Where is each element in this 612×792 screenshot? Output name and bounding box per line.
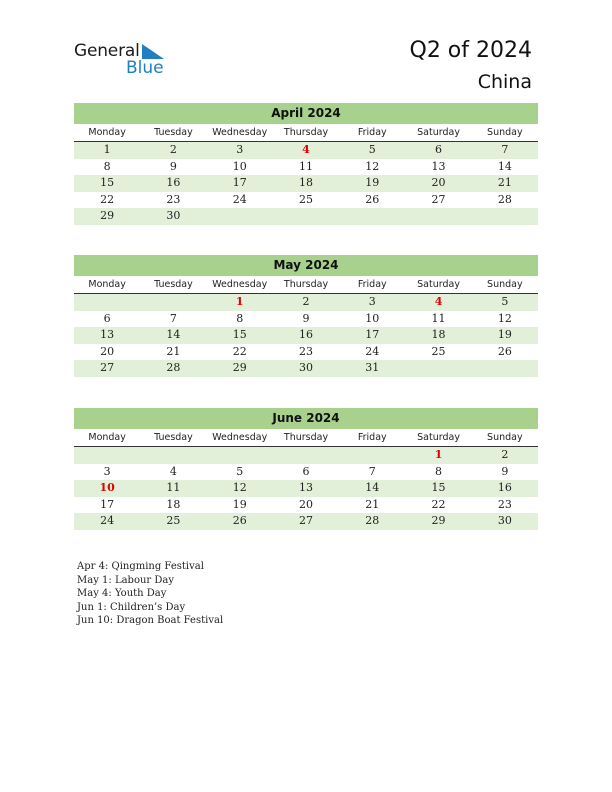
date-cell: 25 (166, 514, 181, 527)
date-cell: 18 (431, 328, 446, 341)
date-cell: 6 (103, 311, 111, 325)
month-title: April 2024 (74, 103, 538, 124)
holiday-note: Jun 1: Children’s Day (77, 601, 186, 613)
weekday-label: Monday (88, 432, 126, 443)
month-title: June 2024 (74, 408, 538, 429)
date-cell: 17 (232, 176, 247, 189)
holiday-date-cell: 1 (235, 295, 244, 308)
week-row (74, 175, 538, 192)
date-cell: 11 (298, 159, 313, 173)
date-cell: 15 (100, 176, 115, 189)
holiday-note: May 1: Labour Day (77, 574, 174, 586)
date-cell: 3 (236, 143, 244, 156)
weekday-header-row (74, 429, 538, 447)
date-cell: 22 (232, 344, 247, 358)
weekday-label: Saturday (417, 432, 460, 443)
logo-blue-text: Blue (126, 58, 164, 78)
holiday-note: Jun 10: Dragon Boat Festival (77, 615, 224, 626)
date-cell: 25 (298, 192, 313, 206)
weekday-label: Sunday (487, 432, 523, 443)
date-cell: 8 (435, 464, 443, 478)
week-row (74, 464, 538, 481)
date-cell: 2 (302, 295, 310, 308)
weekday-label: Wednesday (212, 127, 268, 138)
country-name: China (477, 71, 532, 93)
date-cell: 16 (497, 481, 512, 494)
date-cell (339, 208, 405, 225)
date-cell: 21 (497, 176, 512, 189)
date-cell: 6 (302, 464, 310, 478)
week-row (74, 447, 538, 464)
logo-general-text: General (74, 41, 140, 61)
weekday-label: Tuesday (154, 279, 193, 290)
date-cell: 24 (100, 514, 115, 527)
week-row (74, 497, 538, 514)
week-row (74, 480, 538, 497)
date-cell: 9 (501, 464, 509, 478)
date-cell: 29 (431, 514, 446, 527)
date-cell: 23 (497, 497, 512, 511)
date-cell: 9 (302, 311, 310, 325)
holiday-date-cell: 4 (434, 295, 443, 308)
date-cell: 3 (368, 295, 376, 308)
weekday-label: Saturday (417, 279, 460, 290)
date-cell: 11 (166, 481, 181, 494)
date-cell: 25 (431, 344, 446, 358)
date-cell: 28 (166, 361, 181, 374)
date-cell: 4 (169, 464, 177, 478)
date-cell (405, 360, 471, 377)
date-cell: 14 (166, 328, 181, 341)
date-cell: 13 (298, 481, 313, 494)
date-cell: 30 (298, 361, 313, 374)
logo-triangle-icon (142, 44, 164, 59)
date-cell (273, 447, 339, 464)
date-cell: 24 (365, 344, 380, 358)
generalblue-logo (74, 41, 194, 81)
date-cell: 27 (431, 192, 446, 206)
date-cell: 17 (100, 497, 115, 511)
date-cell: 30 (497, 514, 512, 527)
date-cell: 12 (365, 159, 380, 173)
weekday-label: Monday (88, 279, 126, 290)
month-calendar (74, 408, 538, 530)
date-cell: 7 (169, 311, 177, 325)
date-cell (472, 360, 538, 377)
date-cell: 31 (365, 361, 380, 374)
date-cell: 12 (497, 311, 512, 325)
week-row (74, 327, 538, 344)
date-cell: 29 (100, 209, 115, 222)
weekday-header-row (74, 124, 538, 142)
date-cell (405, 208, 471, 225)
date-cell: 30 (166, 209, 181, 222)
holiday-note: Apr 4: Qingming Festival (77, 561, 204, 572)
date-cell: 22 (431, 497, 446, 511)
date-cell (140, 294, 206, 311)
date-cell (273, 208, 339, 225)
date-cell: 20 (298, 497, 313, 511)
date-cell: 21 (365, 497, 380, 511)
weekday-label: Tuesday (154, 432, 193, 443)
month-calendar (74, 255, 538, 377)
holiday-date-cell: 1 (434, 448, 443, 461)
weekday-label: Friday (357, 127, 387, 138)
date-cell (74, 447, 140, 464)
weekday-label: Monday (88, 127, 126, 138)
date-cell: 5 (501, 295, 509, 308)
date-cell: 12 (232, 481, 247, 494)
date-cell: 2 (501, 448, 509, 461)
weekday-label: Friday (357, 432, 387, 443)
date-cell: 26 (232, 514, 247, 527)
date-cell: 20 (431, 176, 446, 189)
date-cell: 8 (236, 311, 244, 325)
date-cell (140, 447, 206, 464)
weekday-label: Thursday (283, 127, 329, 138)
weekday-label: Sunday (487, 279, 523, 290)
holiday-note: May 4: Youth Day (77, 588, 167, 599)
holiday-date-cell: 10 (99, 481, 115, 494)
date-cell (207, 447, 273, 464)
date-cell: 5 (236, 464, 244, 478)
date-cell: 17 (365, 328, 380, 341)
week-row (74, 159, 538, 176)
holiday-date-cell: 4 (302, 143, 310, 156)
week-row (74, 360, 538, 377)
date-cell: 14 (497, 159, 512, 173)
date-cell: 18 (298, 176, 313, 189)
date-cell: 13 (100, 328, 115, 341)
weekday-label: Wednesday (212, 432, 268, 443)
date-cell (472, 208, 538, 225)
month-title: May 2024 (74, 255, 538, 276)
weekday-label: Wednesday (212, 279, 268, 290)
weekday-label: Thursday (283, 279, 329, 290)
date-cell: 7 (501, 143, 509, 156)
weekday-label: Friday (357, 279, 387, 290)
weekday-label: Tuesday (154, 127, 193, 138)
week-row (74, 513, 538, 530)
date-cell: 16 (166, 176, 181, 189)
date-cell: 27 (100, 361, 115, 374)
date-cell: 2 (169, 143, 177, 156)
date-cell: 21 (166, 344, 181, 358)
date-cell (74, 294, 140, 311)
date-cell: 29 (232, 361, 247, 374)
week-row (74, 294, 538, 311)
date-cell: 22 (100, 192, 115, 206)
week-row (74, 142, 538, 159)
date-cell: 7 (368, 464, 376, 478)
date-cell (339, 447, 405, 464)
date-cell: 19 (497, 328, 512, 341)
week-row (74, 311, 538, 328)
date-cell: 14 (365, 481, 380, 494)
date-cell: 16 (298, 328, 313, 341)
date-cell: 24 (232, 192, 247, 206)
date-cell: 15 (431, 481, 446, 494)
date-cell: 13 (431, 159, 446, 173)
date-cell: 20 (100, 344, 115, 358)
date-cell: 8 (103, 159, 111, 173)
date-cell: 10 (232, 159, 247, 173)
date-cell: 26 (497, 344, 512, 358)
date-cell: 23 (166, 192, 181, 206)
date-cell: 10 (365, 311, 380, 325)
date-cell: 26 (365, 192, 380, 206)
page-title: Q2 of 2024 (409, 38, 532, 63)
weekday-label: Thursday (283, 432, 329, 443)
date-cell: 5 (368, 143, 376, 156)
date-cell: 15 (232, 328, 247, 341)
weekday-label: Sunday (487, 127, 523, 138)
date-cell: 19 (232, 497, 247, 511)
week-row (74, 192, 538, 209)
date-cell: 28 (365, 514, 380, 527)
week-row (74, 344, 538, 361)
date-cell: 27 (298, 514, 313, 527)
date-cell: 18 (166, 497, 181, 511)
date-cell: 3 (103, 464, 111, 478)
week-row (74, 208, 538, 225)
date-cell: 23 (298, 344, 313, 358)
holiday-notes (77, 560, 223, 628)
weekday-header-row (74, 276, 538, 294)
date-cell: 1 (103, 143, 111, 156)
date-cell: 19 (365, 176, 380, 189)
date-cell: 9 (169, 159, 177, 173)
date-cell: 28 (497, 192, 512, 206)
date-cell (207, 208, 273, 225)
date-cell: 6 (435, 143, 443, 156)
date-cell: 11 (431, 311, 446, 325)
month-calendar (74, 103, 538, 225)
weekday-label: Saturday (417, 127, 460, 138)
